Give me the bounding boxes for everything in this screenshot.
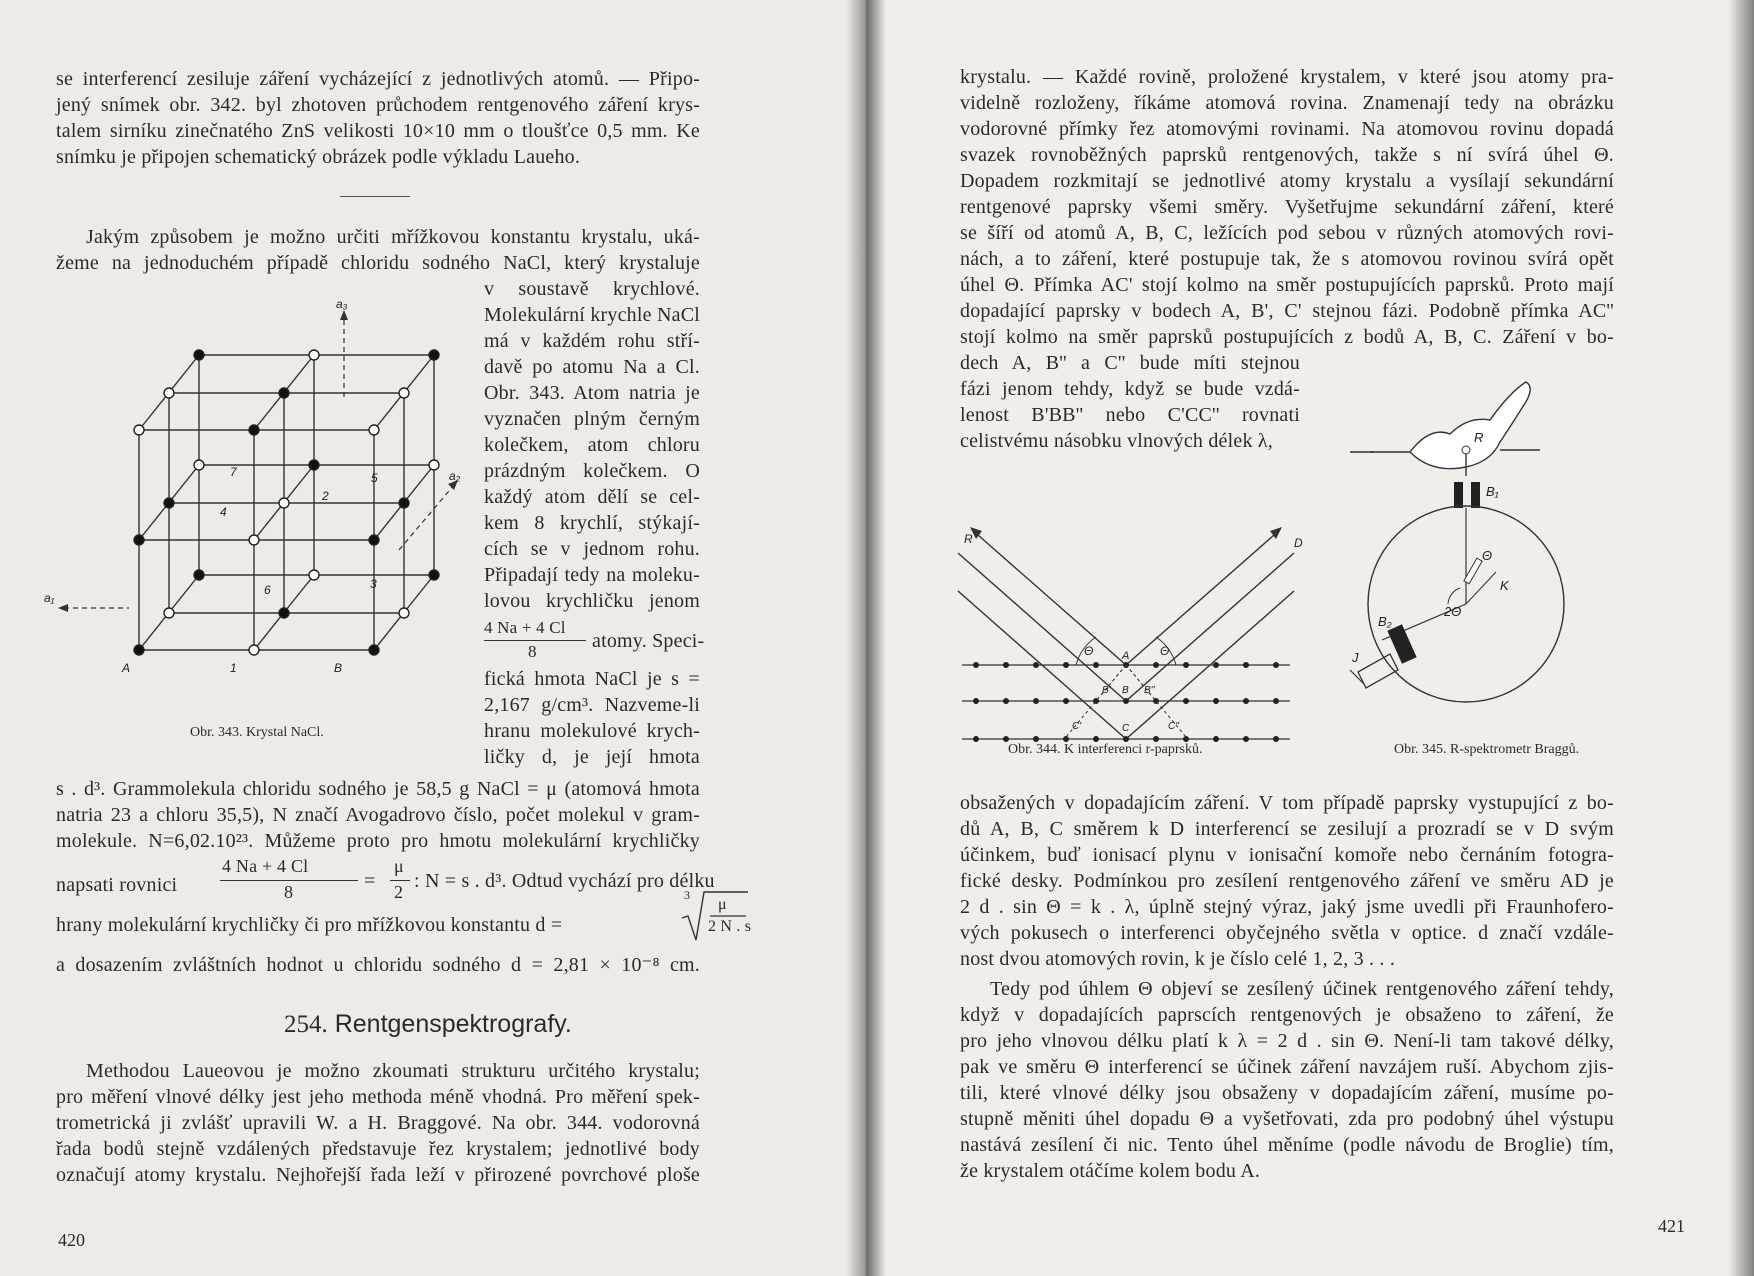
text-line: dopadající paprsky v bodech A, B', C' stejnou fázi. Podobně přímka AC'' bbox=[960, 300, 1614, 322]
text-line: vyznačen plným černým bbox=[484, 408, 700, 430]
text-line: obsažených v dopadajícím záření. V tom případě paprsky vystupující z bo- bbox=[960, 792, 1614, 814]
tube-label-r: R bbox=[1474, 430, 1484, 445]
text-line: Dopadem rozkmitají se jednotlivé atomy krystalu a vysílají sekundární bbox=[960, 170, 1614, 192]
atom-label-7: 7 bbox=[230, 465, 237, 479]
atom-label-b: B bbox=[334, 661, 343, 675]
text-line: každý atom dělí se cel- bbox=[484, 486, 700, 508]
page-number: 420 bbox=[58, 1230, 85, 1250]
right-page bbox=[866, 0, 1754, 1276]
fraction-numerator: 4 Na + 4 Cl bbox=[484, 618, 566, 637]
axis-label-a2: a₂ bbox=[449, 469, 461, 483]
text-line: molekule. N=6,02.10²³. Můžeme proto pro hmotu molekulární krychličky bbox=[56, 830, 700, 852]
figure-caption-344: Obr. 344. K interferenci r-paprsků. bbox=[1008, 742, 1203, 757]
text-line: Obr. 343. Atom natria je bbox=[484, 382, 700, 404]
text-line: snímku je připojen schematický obrázek podle výkladu Laueho. bbox=[56, 146, 581, 168]
ray-label-d: D bbox=[1294, 536, 1303, 550]
section-number: 254. bbox=[284, 1011, 328, 1038]
text-line: 2 d . sin Θ = k . λ, úplně stejný výraz, jaký jsme uvedli při Fraunhofero- bbox=[960, 896, 1614, 918]
text-line: jený snímek obr. 342. byl zhotoven průchodem rentgenového záření krys- bbox=[56, 94, 700, 116]
book-gutter bbox=[846, 0, 886, 1276]
atom-label-2: 2 bbox=[322, 489, 329, 503]
figure-caption-345: Obr. 345. R-spektrometr Braggů. bbox=[1394, 742, 1580, 757]
figure-caption-343: Obr. 343. Krystal NaCl. bbox=[190, 725, 324, 740]
text-line: atomy. Speci- bbox=[592, 630, 705, 652]
text-line: pro jeho vlnovou délku platí k λ = 2 d . sin Θ. Není-li tam takové délky, bbox=[960, 1030, 1614, 1052]
angle-label: Θ bbox=[1482, 548, 1493, 563]
text-line: talem sirníku zinečnatého ZnS velikosti 10×10 mm o tloušťce 0,5 mm. Ke bbox=[56, 120, 700, 142]
text-line: účinkem, buď ionisací plynu v ionisační komoře nebo černáním fotogra- bbox=[960, 844, 1614, 866]
text-line: nost dvou atomových rovin, k je číslo celé 1, 2, 3 . . . bbox=[960, 948, 1396, 970]
page-number: 421 bbox=[1658, 1216, 1685, 1236]
atom-label-6: 6 bbox=[264, 583, 271, 597]
equation-mu: μ bbox=[394, 856, 404, 876]
equation-suffix: : N = s . d³. Odtud vychází pro délku bbox=[414, 870, 715, 892]
point-label-a: A bbox=[1122, 650, 1130, 662]
equation-bar bbox=[220, 880, 358, 881]
section-divider bbox=[340, 196, 410, 197]
text-line: kem 8 krychlí, stýkají- bbox=[484, 512, 700, 534]
text-line: dů A, B, C směrem k D interferencí se zesilují a prozradí se v D svým bbox=[960, 818, 1614, 840]
text-line: celistvému násobku vlnových délek λ, bbox=[960, 430, 1273, 452]
text-line: hranu molekulové krych- bbox=[484, 720, 700, 742]
fraction-denominator: 8 bbox=[528, 642, 537, 661]
text-line: pro měření vlnové délky jest jeho methoda méně vhodná. Pro měření spek- bbox=[56, 1086, 700, 1108]
text-line: videlně rozloženy, říkáme atomová rovina. Znamenají tedy na obrázku bbox=[960, 92, 1614, 114]
text-line: natria 23 a chloru 35,5), N značí Avogadrovo číslo, počet molekul v gram- bbox=[56, 804, 700, 826]
text-line: lovou krychličku jenom bbox=[484, 590, 700, 612]
point-label: C'' bbox=[1168, 721, 1180, 732]
text-line: nastává zesílení či nic. Tento úhel měníme (podle návodu de Broglie) tím, bbox=[960, 1134, 1614, 1156]
text-line: se interferencí zesiluje záření vycházející z jednotlivých atomů. — Připo- bbox=[56, 68, 700, 90]
text-line: řada bodů stejně vzdálených představuje řez krystalem; jednotlivé body bbox=[56, 1138, 700, 1160]
text-line: dech A, B'' a C'' bude míti stejnou bbox=[960, 352, 1300, 374]
text-line: lenost B'BB'' nebo C'CC'' rovnati bbox=[960, 404, 1300, 426]
equation-numerator: 4 Na + 4 Cl bbox=[222, 856, 309, 876]
text-line: fázi jenom tehdy, když se bude vzdá- bbox=[960, 378, 1300, 400]
text-line: když v dopadajících paprscích rentgenových je obsaženo to záření, že bbox=[960, 1004, 1614, 1026]
equation-prefix: napsati rovnici bbox=[56, 874, 178, 896]
text-line: svazek rovnoběžných paprsků rentgenových, takže s ní svírá úhel Θ. bbox=[960, 144, 1614, 166]
text-line: Tedy pod úhlem Θ objeví se zesílený účinek rentgenového záření tehdy, bbox=[990, 978, 1614, 1000]
point-label: B bbox=[1122, 685, 1129, 696]
slit-label-b2: B₂ bbox=[1378, 614, 1392, 629]
text-line: krystalu. — Každé rovině, proložené krystalem, v které jsou atomy pra- bbox=[960, 66, 1614, 88]
text-line: se šíří od atomů A, B, C, ležících pod sebou v různých atomových rovi- bbox=[960, 222, 1614, 244]
text-line: má v každém rohu stří- bbox=[484, 330, 700, 352]
atom-label-1: 1 bbox=[230, 661, 237, 675]
text-line: Jakým způsobem je možno určiti mřížkovou konstantu krystalu, uká- bbox=[86, 226, 700, 248]
text-line: cích se v jednom rohu. bbox=[484, 538, 700, 560]
point-label: C' bbox=[1072, 721, 1082, 732]
root-index: 3 bbox=[684, 888, 691, 902]
ray-label-r: R bbox=[964, 532, 973, 546]
text-line: davě po atomu Na a Cl. bbox=[484, 356, 700, 378]
nacl-crystal-figure bbox=[44, 297, 474, 690]
atom-label-5: 5 bbox=[371, 471, 378, 485]
section-heading bbox=[284, 1010, 572, 1039]
text-line: ličky d, je její hmota bbox=[484, 746, 700, 768]
root-denominator: 2 N . s bbox=[708, 918, 752, 935]
text-line: a dosazením zvláštních hodnot u chloridu sodného d = 2,81 × 10⁻⁸ cm. bbox=[56, 954, 700, 976]
text-line: 2,167 g/cm³. Nazveme-li bbox=[484, 694, 700, 716]
point-label: C bbox=[1122, 723, 1130, 734]
text-line: hrany molekulární krychličky či pro mřížkovou konstantu d = bbox=[56, 914, 563, 936]
angle-label: Θ bbox=[1160, 644, 1170, 658]
left-page bbox=[0, 0, 866, 1276]
angle-label-2theta: 2Θ bbox=[1444, 604, 1462, 619]
atom-label-a: A bbox=[122, 661, 131, 675]
page-edge-shadow bbox=[1728, 0, 1754, 1276]
angle-label: Θ bbox=[1084, 644, 1094, 658]
text-line: stojí kolmo na směr paprsků postupujících z bodů A, B, C. Záření v bo- bbox=[960, 326, 1614, 348]
text-line: fické desky. Podmínkou pro zesílení rentgenového záření ve směru AD je bbox=[960, 870, 1614, 892]
text-line: nách, a to záření, které postupuje tak, že s atomovou rovinou svírá opět bbox=[960, 248, 1614, 270]
root-numerator: μ bbox=[718, 896, 727, 913]
text-line: prázdným kolečkem. O bbox=[484, 460, 700, 482]
equation-equals: = bbox=[364, 870, 376, 892]
crystal-label-k: K bbox=[1500, 578, 1509, 593]
text-line: v soustavě krychlové. bbox=[484, 278, 700, 300]
equation-bar-2 bbox=[390, 880, 410, 881]
text-line: označují atomy krystalu. Nejhořejší řada leží v přirozené povrchové ploše bbox=[56, 1164, 700, 1186]
atom-label-4: 4 bbox=[220, 505, 227, 519]
text-line: fická hmota NaCl je s = bbox=[484, 668, 700, 690]
axis-label-a3: a₃ bbox=[336, 297, 348, 311]
text-line: Methodou Laueovou je možno zkoumati strukturu určitého krystalu; bbox=[86, 1060, 700, 1082]
section-title: Rentgenspektrografy. bbox=[334, 1010, 572, 1038]
text-line: úhel Θ. Přímka AC' stojí kolmo na směr postupujících paprsků. Proto mají bbox=[960, 274, 1614, 296]
fraction-bar bbox=[484, 640, 586, 641]
text-line: vodorovné přímky řez atomovými rovinami. Na atomovou rovinu dopadá bbox=[960, 118, 1614, 140]
text-line: že krystalem otáčíme kolem bodu A. bbox=[960, 1160, 1261, 1182]
text-line: stupně měniti úhel dopadu Θ a vyšetřovati, zda pro podobný úhel výstupu bbox=[960, 1108, 1614, 1130]
bragg-spectrometer-figure bbox=[1350, 372, 1580, 717]
text-line: tili, které vlnové délky jsou obsaženy v dopadajícím záření, musíme po- bbox=[960, 1082, 1614, 1104]
slit-label-b1: B₁ bbox=[1486, 484, 1499, 499]
text-line: Připadají tedy na moleku- bbox=[484, 564, 700, 586]
equation-denominator: 8 bbox=[284, 882, 294, 902]
text-line: rentgenové paprsky všemi směry. Vyšetřujme sekundární záření, které bbox=[960, 196, 1614, 218]
text-line: žeme na jednoduchém případě chloridu sodného NaCl, který krystaluje bbox=[56, 252, 700, 274]
chamber-label-j: J bbox=[1352, 650, 1359, 665]
point-label: B' bbox=[1102, 685, 1111, 696]
text-line: trometrická ji zvlášť upravili W. a H. Braggové. Na obr. 344. vodorovná bbox=[56, 1112, 700, 1134]
text-line: pak ve směru Θ interferencí se účinek záření navzájem ruší. Abychom zjis- bbox=[960, 1056, 1614, 1078]
text-line: s . d³. Grammolekula chloridu sodného je 58,5 g NaCl = μ (atomová hmota bbox=[56, 778, 700, 800]
text-line: kolečkem, atom chloru bbox=[484, 434, 700, 456]
equation-two: 2 bbox=[394, 882, 404, 902]
text-line: Molekulární krychle NaCl bbox=[484, 304, 700, 326]
atom-label-3: 3 bbox=[370, 577, 377, 591]
text-line: vých pokusech o interferenci obyčejného světla v optice. d značí vzdále- bbox=[960, 922, 1614, 944]
bragg-reflection-figure bbox=[956, 515, 1306, 740]
axis-label-a1: a₁ bbox=[44, 591, 55, 605]
point-label: B'' bbox=[1144, 685, 1155, 696]
